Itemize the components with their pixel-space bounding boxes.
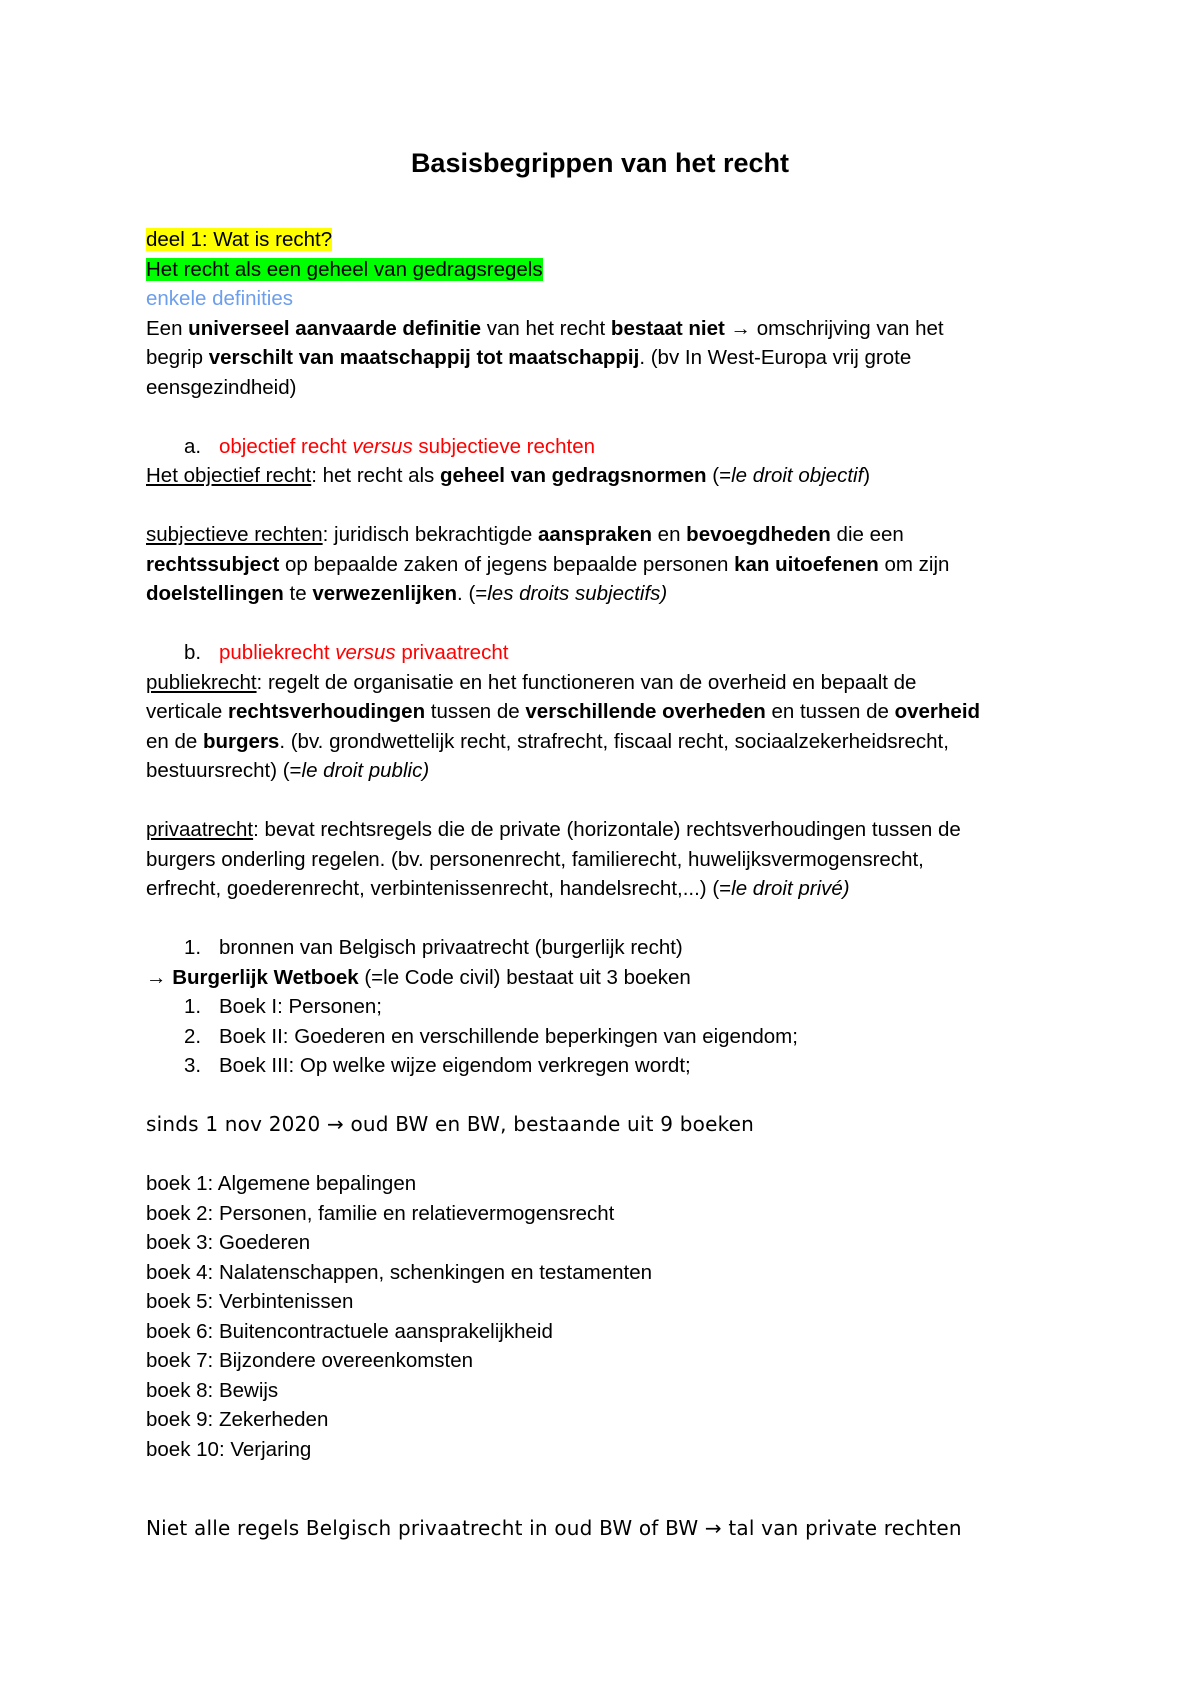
section-heading: deel 1: Wat is recht?: [146, 228, 333, 251]
objectief-paragraph: Het objectief recht: het recht als geheel van gedragsnormen (=le droit objectif): [146, 464, 871, 487]
boek-item: boek 10: Verjaring: [146, 1437, 312, 1461]
list-item-boek-1: 1. Boek I: Personen;: [184, 995, 382, 1018]
boek-item: boek 7: Bijzondere overeenkomsten: [146, 1349, 474, 1372]
boek-item: boek 4: Nalatenschappen, schenkingen en testamenten: [146, 1260, 653, 1284]
sinds-line: sinds 1 nov 2020 → oud BW en BW, bestaande uit 9 boeken: [146, 1112, 755, 1136]
list-item-a: a. objectief recht versus subjectieve rechten: [184, 434, 596, 458]
boek-item: boek 8: Bewijs: [146, 1378, 279, 1402]
boek-item: boek 6: Buitencontractuele aansprakelijkheid: [146, 1319, 553, 1343]
section-subheading: Het recht als een geheel van gedragsregels: [146, 257, 543, 281]
subjectief-paragraph: subjectieve rechten: juridisch bekrachtigde aanspraken en bevoegdheden die een rechtssubject op bepaalde zaken of jegens bepaalde personen kan uitoefenen om zijn doelstellingen te verwezenlijken. (=les droits subjectifs): [146, 523, 950, 605]
boek-item: boek 3: Goederen: [146, 1231, 311, 1254]
boek-item: boek 2: Personen, familie en relatievermogensrecht: [146, 1201, 615, 1225]
definitions-label: enkele definities: [146, 287, 294, 310]
term-publiek: publiekrecht: [146, 670, 257, 694]
document-title: Basisbegrippen van het recht: [410, 148, 790, 178]
list-item-boek-2: 2. Boek II: Goederen en verschillende beperkingen van eigendom;: [184, 1024, 798, 1048]
term-privaat: privaatrecht: [146, 818, 254, 841]
document-body: [146, 225, 1066, 1543]
privaat-paragraph: privaatrecht: bevat rechtsregels die de private (horizontale) rechtsverhoudingen tussen de burgers onderling regelen. (bv. personenrecht, familierecht, huwelijksvermogensrecht, erfrecht, goederenrecht, verbintenissenrecht, handelsrecht,...) (=le droit privé): [146, 818, 961, 900]
boeken-list: [146, 1169, 1066, 1464]
wetboek-line: → Burgerlijk Wetboek (=le Code civil) bestaat uit 3 boeken: [146, 965, 691, 989]
boek-item: boek 5: Verbintenissen: [146, 1290, 354, 1313]
boek-item: boek 1: Algemene bepalingen: [146, 1172, 417, 1195]
list-item-b: b. publiekrecht versus privaatrecht: [184, 641, 509, 664]
closing-line: Niet alle regels Belgisch privaatrecht in oud BW of BW → tal van private rechten: [146, 1515, 962, 1540]
list-item-bronnen: 1. bronnen van Belgisch privaatrecht (burgerlijk recht): [184, 936, 683, 959]
list-item-boek-3: 3. Boek III: Op welke wijze eigendom verkregen wordt;: [184, 1054, 691, 1077]
intro-paragraph: Een universeel aanvaarde definitie van het recht bestaat niet → omschrijving van het begrip verschilt van maatschappij tot maatschappij. (bv In West-Europa vrij grote eensgezindheid): [146, 316, 944, 399]
boek-item: boek 9: Zekerheden: [146, 1408, 329, 1431]
publiek-paragraph: publiekrecht: regelt de organisatie en het functioneren van de overheid en bepaalt de verticale rechtsverhoudingen tussen de verschillende overheden en tussen de overheid en de burgers. (bv. grondwettelijk recht, strafrecht, fiscaal recht, sociaalzekerheidsrecht, bestuursrecht) (=le droit public): [146, 670, 981, 782]
term-objectief: Het objectief recht: [146, 464, 312, 487]
term-subjectief: subjectieve rechten: [146, 523, 323, 546]
